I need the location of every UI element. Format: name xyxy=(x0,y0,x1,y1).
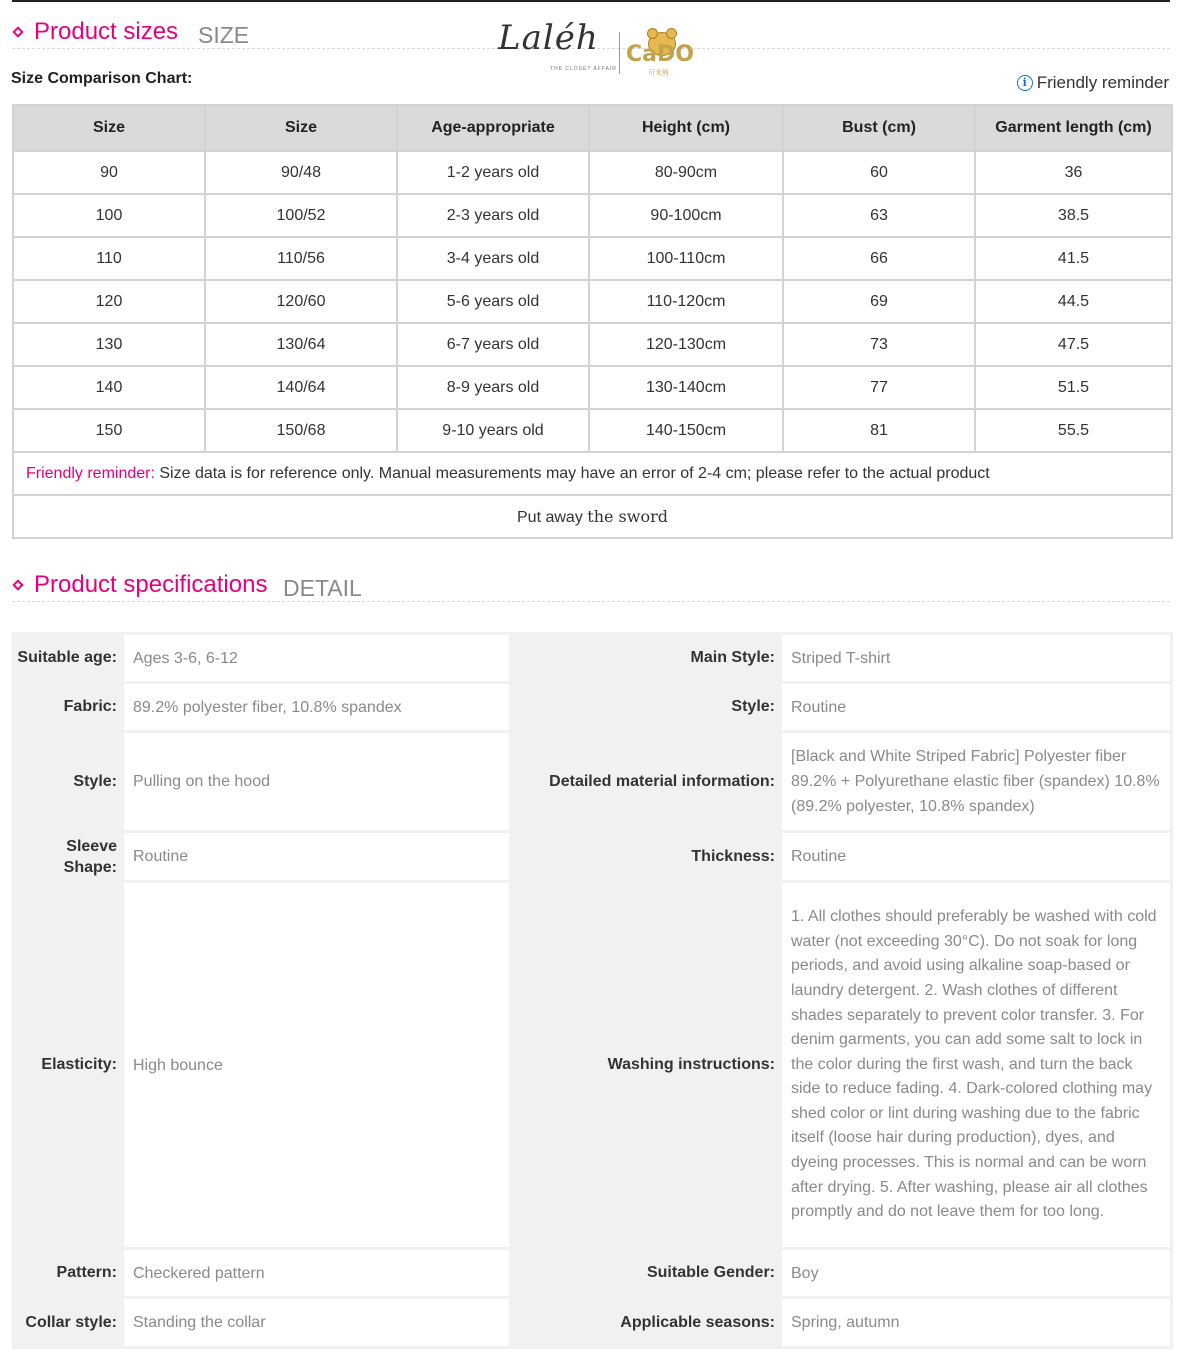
friendly-reminder-text: Friendly reminder xyxy=(1036,73,1169,92)
spec-section-title-en: DETAIL xyxy=(283,575,362,601)
spec-key: Suitable Gender: xyxy=(511,1249,781,1298)
spec-value: High bounce xyxy=(123,882,511,1249)
friendly-reminder-link[interactable] xyxy=(1017,73,1169,93)
table-footer-row xyxy=(13,495,1172,538)
table-cell: 130/64 xyxy=(205,323,397,366)
table-cell: 90 xyxy=(13,151,205,194)
size-note xyxy=(13,452,1172,495)
table-cell: 120-130cm xyxy=(589,323,783,366)
table-cell: 2-3 years old xyxy=(397,194,589,237)
spec-value: Boy xyxy=(781,1249,1172,1298)
table-cell: 110/56 xyxy=(205,237,397,280)
spec-row xyxy=(14,732,1172,832)
table-cell: 41.5 xyxy=(975,237,1172,280)
table-cell: 8-9 years old xyxy=(397,366,589,409)
table-cell: 100 xyxy=(13,194,205,237)
spec-value: Pulling on the hood xyxy=(123,732,511,832)
logo-script: Laléh xyxy=(498,18,599,58)
spec-row xyxy=(14,1249,1172,1298)
size-table-header-row xyxy=(13,105,1172,151)
table-cell: 130-140cm xyxy=(589,366,783,409)
spec-value: Ages 3-6, 6-12 xyxy=(123,634,511,683)
spec-row xyxy=(14,683,1172,732)
column-header: Size xyxy=(13,105,205,151)
table-note-row xyxy=(13,452,1172,495)
diamond-icon xyxy=(12,26,23,37)
logo-brand-sub: 可米熊 xyxy=(648,70,669,77)
table-cell: 100-110cm xyxy=(589,237,783,280)
table-cell: 38.5 xyxy=(975,194,1172,237)
spec-value: Checkered pattern xyxy=(123,1249,511,1298)
table-row xyxy=(13,409,1172,452)
table-cell: 60 xyxy=(783,151,975,194)
size-footer xyxy=(13,495,1172,538)
table-cell: 140-150cm xyxy=(589,409,783,452)
top-rule xyxy=(12,0,1170,2)
table-cell: 6-7 years old xyxy=(397,323,589,366)
spec-key: Detailed material information: xyxy=(511,732,781,832)
info-icon: i xyxy=(1017,75,1033,91)
spec-key: Style: xyxy=(511,683,781,732)
spec-value: 89.2% polyester fiber, 10.8% spandex xyxy=(123,683,511,732)
spec-value: Striped T-shirt xyxy=(781,634,1172,683)
spec-key: Fabric: xyxy=(14,683,123,732)
table-cell: 55.5 xyxy=(975,409,1172,452)
table-cell: 130 xyxy=(13,323,205,366)
table-cell: 150 xyxy=(13,409,205,452)
spec-value: Routine xyxy=(781,832,1172,882)
table-cell: 90/48 xyxy=(205,151,397,194)
logo-tagline: THE CLOSET AFFAIR xyxy=(550,66,617,72)
spec-key: Suitable age: xyxy=(14,634,123,683)
table-cell: 110 xyxy=(13,237,205,280)
table-row xyxy=(13,280,1172,323)
column-header: Height (cm) xyxy=(589,105,783,151)
logo-divider xyxy=(619,32,620,74)
table-row xyxy=(13,366,1172,409)
spec-key: Washing instructions: xyxy=(511,882,781,1249)
size-note-label: Friendly reminder: xyxy=(26,464,155,482)
table-cell: 9-10 years old xyxy=(397,409,589,452)
table-row xyxy=(13,323,1172,366)
spec-section-header xyxy=(12,569,1170,602)
table-cell: 1-2 years old xyxy=(397,151,589,194)
table-cell: 63 xyxy=(783,194,975,237)
table-cell: 77 xyxy=(783,366,975,409)
table-cell: 150/68 xyxy=(205,409,397,452)
table-cell: 69 xyxy=(783,280,975,323)
table-row xyxy=(13,151,1172,194)
column-header: Bust (cm) xyxy=(783,105,975,151)
table-cell: 44.5 xyxy=(975,280,1172,323)
logo-brand: CaDO xyxy=(626,42,694,67)
spec-value: Standing the collar xyxy=(123,1298,511,1348)
spec-key: Thickness: xyxy=(511,832,781,882)
size-footer-a: Put away xyxy=(517,508,588,526)
column-header: Size xyxy=(205,105,397,151)
size-section-title: Product sizes xyxy=(34,18,179,45)
table-cell: 80-90cm xyxy=(589,151,783,194)
table-row xyxy=(13,194,1172,237)
table-cell: 120 xyxy=(13,280,205,323)
table-cell: 3-4 years old xyxy=(397,237,589,280)
table-cell: 5-6 years old xyxy=(397,280,589,323)
column-header: Age-appropriate xyxy=(397,105,589,151)
spec-table xyxy=(12,632,1173,1349)
table-cell: 90-100cm xyxy=(589,194,783,237)
spec-key: Elasticity: xyxy=(14,882,123,1249)
table-row xyxy=(13,237,1172,280)
spec-value: Routine xyxy=(123,832,511,882)
table-cell: 66 xyxy=(783,237,975,280)
spec-row xyxy=(14,832,1172,882)
spec-key: Applicable seasons: xyxy=(511,1298,781,1348)
table-cell: 81 xyxy=(783,409,975,452)
table-cell: 73 xyxy=(783,323,975,366)
spec-key: Pattern: xyxy=(14,1249,123,1298)
spec-row xyxy=(14,634,1172,683)
size-section-title-en: SIZE xyxy=(198,22,250,48)
spec-value: 1. All clothes should preferably be washed with cold water (not exceeding 30°C). Do not soak for long periods, and avoid using alkaline soap-based or laundry detergent. 2. Wash clothes of different shades separately to prevent color transfer. 3. For denim garments, you can add some salt to lock in the color during the first wash, and turn the back side to reduce fading. 4. Dark-colored clothing may shed color or lint during washing due to the fabric itself (loose hair during production), dyes, and dyeing processes. This is normal and can be worn after drying. 5. After washing, please air all clothes promptly and do not leave them for too long. xyxy=(781,882,1172,1249)
spec-key: Collar style: xyxy=(14,1298,123,1348)
spec-key: Style: xyxy=(14,732,123,832)
spec-row xyxy=(14,1298,1172,1348)
spec-key: Sleeve Shape: xyxy=(14,832,123,882)
brand-logo xyxy=(498,12,698,76)
table-cell: 140/64 xyxy=(205,366,397,409)
table-cell: 100/52 xyxy=(205,194,397,237)
spec-value: [Black and White Striped Fabric] Polyester fiber 89.2% + Polyurethane elastic fiber (spandex) 10.8% (89.2% polyester, 10.8% spandex) xyxy=(781,732,1172,832)
table-cell: 47.5 xyxy=(975,323,1172,366)
table-cell: 120/60 xyxy=(205,280,397,323)
spec-value: Spring, autumn xyxy=(781,1298,1172,1348)
spec-key: Main Style: xyxy=(511,634,781,683)
spec-value: Routine xyxy=(781,683,1172,732)
size-footer-b: the sword xyxy=(587,506,668,526)
spec-row xyxy=(14,882,1172,1249)
size-table xyxy=(12,104,1173,539)
table-cell: 110-120cm xyxy=(589,280,783,323)
table-cell: 36 xyxy=(975,151,1172,194)
diamond-icon xyxy=(12,579,23,590)
spec-section-title: Product specifications xyxy=(34,571,268,598)
size-chart-label: Size Comparison Chart: xyxy=(11,70,193,87)
column-header: Garment length (cm) xyxy=(975,105,1172,151)
table-cell: 140 xyxy=(13,366,205,409)
table-cell: 51.5 xyxy=(975,366,1172,409)
size-note-text: Size data is for reference only. Manual measurements may have an error of 2-4 cm; please refer to the actual product xyxy=(154,464,990,482)
